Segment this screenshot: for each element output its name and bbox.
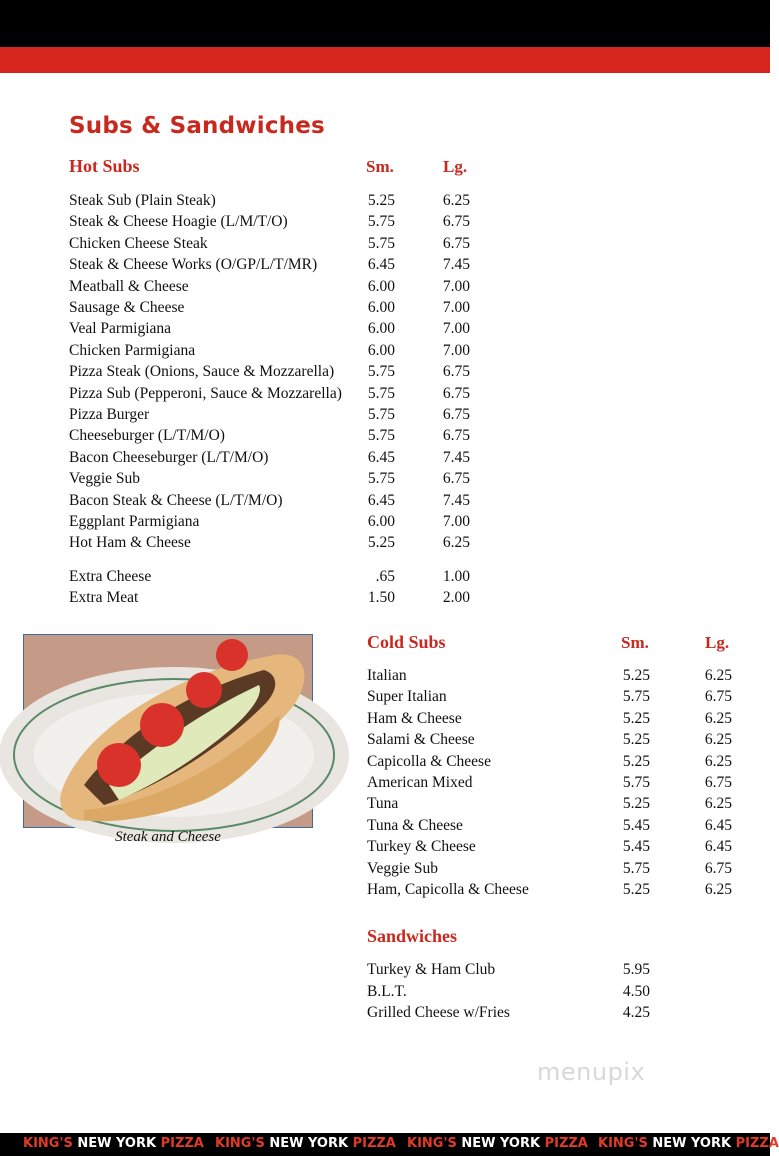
top-red-bar (0, 47, 770, 73)
sandwiches-heading: Sandwiches (367, 926, 458, 946)
watermark: menupix (537, 1058, 646, 1086)
item-name: Veggie Sub (367, 859, 439, 877)
menu-row (367, 793, 732, 814)
hot-subs-heading: Hot Subs (69, 156, 140, 176)
menu-row (69, 490, 470, 511)
small-price: 5.75 (367, 406, 395, 423)
footer-brand (23, 1136, 204, 1151)
small-price: 6.00 (367, 341, 395, 359)
menu-row (69, 468, 470, 489)
small-price: 5.45 (622, 816, 650, 834)
menu-row (69, 532, 470, 553)
menu-row (367, 815, 732, 836)
small-price: 5.75 (622, 774, 650, 791)
large-price: 6.25 (442, 534, 470, 552)
price: 4.25 (622, 1004, 650, 1022)
item-name: Tuna & Cheese (367, 816, 463, 834)
menu-row (69, 425, 470, 446)
top-black-bar (0, 0, 770, 47)
brand-part: PIZZA (735, 1136, 779, 1151)
large-price: 7.45 (442, 448, 470, 466)
extra-row (69, 587, 470, 608)
item-name: Ham, Capicolla & Cheese (367, 881, 529, 898)
small-price: 5.45 (622, 838, 650, 856)
large-price: 7.00 (442, 320, 470, 338)
price: 4.50 (622, 982, 650, 1000)
item-name: Italian (367, 667, 407, 684)
footer-brand (215, 1136, 396, 1151)
small-price: 5.25 (622, 667, 650, 684)
menu-row (69, 318, 470, 339)
large-price: 6.75 (442, 213, 470, 231)
large-price: 7.00 (442, 277, 470, 295)
small-price: 5.75 (367, 384, 395, 402)
large-price: 6.75 (442, 427, 470, 445)
brand-part: NEW YORK (77, 1136, 157, 1151)
item-name: B.L.T. (367, 982, 407, 1000)
large-price: 6.75 (704, 688, 732, 706)
large-price: 6.45 (704, 816, 732, 834)
menu-row (69, 340, 470, 361)
item-name: Bacon Steak & Cheese (L/T/M/O) (69, 491, 283, 509)
large-price: 6.75 (704, 774, 732, 791)
small-price: 5.25 (622, 795, 650, 813)
item-name: Extra Cheese (69, 568, 152, 585)
brand-part: KING'S (215, 1136, 265, 1151)
small-price: 5.25 (622, 731, 650, 749)
menu-row (367, 981, 732, 1002)
brand-part: KING'S (598, 1136, 648, 1151)
brand-part: KING'S (407, 1136, 457, 1151)
large-price: 7.00 (442, 299, 470, 316)
small-price: 5.75 (367, 234, 395, 252)
menu-row (69, 190, 470, 211)
large-price: 6.25 (704, 709, 732, 727)
menu-row (367, 772, 732, 793)
item-name: Grilled Cheese w/Fries (367, 1004, 510, 1022)
menu-row (69, 276, 470, 297)
footer-bar (0, 1133, 779, 1156)
brand-part: NEW YORK (652, 1136, 732, 1151)
menu-row (367, 1002, 732, 1023)
footer-brand (598, 1136, 779, 1151)
brand-part: PIZZA (352, 1136, 396, 1151)
item-name: Tuna (367, 795, 399, 813)
item-name: American Mixed (367, 774, 473, 791)
menu-row (367, 858, 732, 879)
cold-subs-heading: Cold Subs (367, 632, 446, 652)
item-name: Cheeseburger (L/T/M/O) (69, 427, 225, 445)
small-price: 5.25 (622, 752, 650, 770)
small-price: 5.25 (367, 534, 395, 552)
menu-row (69, 404, 470, 425)
item-name: Super Italian (367, 688, 447, 706)
large-price: 6.25 (704, 881, 732, 898)
brand-part: PIZZA (160, 1136, 204, 1151)
menu-row (367, 959, 732, 980)
item-name: Steak Sub (Plain Steak) (69, 192, 216, 209)
small-price: 6.00 (367, 513, 395, 530)
menu-row (69, 511, 470, 532)
menu-row (69, 447, 470, 468)
large-price: 6.75 (442, 234, 470, 252)
large-price: 6.25 (704, 795, 732, 813)
small-price: 5.75 (367, 427, 395, 445)
small-price: .65 (375, 568, 395, 585)
small-price: 6.45 (367, 448, 395, 466)
large-price: 6.45 (704, 838, 732, 856)
item-name: Capicolla & Cheese (367, 752, 491, 770)
small-price: 6.45 (367, 256, 395, 274)
item-name: Pizza Burger (69, 406, 150, 423)
item-name: Turkey & Ham Club (367, 961, 496, 978)
large-price: 6.75 (442, 470, 470, 488)
large-price: 6.25 (704, 667, 732, 684)
item-name: Chicken Cheese Steak (69, 234, 208, 252)
item-name: Pizza Sub (Pepperoni, Sauce & Mozzarella) (69, 384, 342, 402)
photo-caption: Steak and Cheese (115, 829, 221, 845)
item-name: Steak & Cheese Hoagie (L/M/T/O) (69, 213, 288, 231)
item-name: Extra Meat (69, 589, 139, 607)
menu-row (367, 836, 732, 857)
small-price: 5.75 (367, 363, 395, 381)
small-price: 6.00 (367, 320, 395, 338)
item-name: Veal Parmigiana (69, 320, 172, 338)
item-name: Meatball & Cheese (69, 277, 189, 295)
menu-row (69, 233, 470, 254)
large-price: 7.45 (442, 491, 470, 509)
item-name: Turkey & Cheese (367, 838, 476, 856)
footer-brand (407, 1136, 588, 1151)
item-name: Ham & Cheese (367, 709, 462, 727)
large-price: 7.00 (442, 341, 470, 359)
large-price: 7.45 (442, 256, 470, 274)
menu-row (367, 708, 732, 729)
small-price: 5.75 (622, 688, 650, 706)
menu-row (367, 686, 732, 707)
large-price: 6.25 (704, 731, 732, 749)
page-title: Subs & Sandwiches (69, 113, 325, 139)
small-price: 6.45 (367, 491, 395, 509)
brand-part: KING'S (23, 1136, 73, 1151)
steak-and-cheese-photo (23, 634, 313, 828)
large-price: 6.75 (442, 384, 470, 402)
small-price: 5.25 (622, 709, 650, 727)
menu-row (367, 751, 732, 772)
small-price: 5.75 (367, 470, 395, 488)
brand-part: NEW YORK (461, 1136, 541, 1151)
small-price: 5.75 (367, 213, 395, 231)
item-name: Eggplant Parmigiana (69, 513, 200, 530)
large-price: 6.25 (442, 192, 470, 209)
large-price: 6.75 (442, 363, 470, 381)
menu-row (367, 729, 732, 750)
item-name: Veggie Sub (69, 470, 141, 488)
item-name: Steak & Cheese Works (O/GP/L/T/MR) (69, 256, 318, 274)
hot-subs-lg-label: Lg. (443, 157, 468, 176)
menu-row (69, 361, 470, 382)
menu-row (367, 665, 732, 686)
price: 5.95 (622, 961, 650, 978)
menu-row (69, 383, 470, 404)
large-price: 6.75 (704, 859, 732, 877)
large-price: 1.00 (442, 568, 470, 585)
large-price: 6.25 (704, 752, 732, 770)
sub-sandwich-image (24, 635, 312, 827)
small-price: 5.75 (622, 859, 650, 877)
menu-row (69, 211, 470, 232)
menu-row (69, 254, 470, 275)
item-name: Chicken Parmigiana (69, 341, 196, 359)
small-price: 6.00 (367, 299, 395, 316)
extra-row (69, 566, 470, 587)
hot-subs-sm-label: Sm. (366, 157, 394, 176)
large-price: 7.00 (442, 513, 470, 530)
item-name: Salami & Cheese (367, 731, 475, 749)
item-name: Bacon Cheeseburger (L/T/M/O) (69, 448, 269, 466)
menu-row (69, 297, 470, 318)
item-name: Hot Ham & Cheese (69, 534, 191, 552)
small-price: 5.25 (622, 881, 650, 898)
item-name: Pizza Steak (Onions, Sauce & Mozzarella) (69, 363, 335, 381)
cold-subs-sm-label: Sm. (621, 633, 649, 652)
brand-part: NEW YORK (269, 1136, 349, 1151)
menu-row (367, 879, 732, 900)
item-name: Sausage & Cheese (69, 299, 185, 316)
small-price: 5.25 (367, 192, 395, 209)
small-price: 6.00 (367, 277, 395, 295)
cold-subs-lg-label: Lg. (705, 633, 730, 652)
large-price: 2.00 (442, 589, 470, 607)
large-price: 6.75 (442, 406, 470, 423)
small-price: 1.50 (367, 589, 395, 607)
brand-part: PIZZA (544, 1136, 588, 1151)
